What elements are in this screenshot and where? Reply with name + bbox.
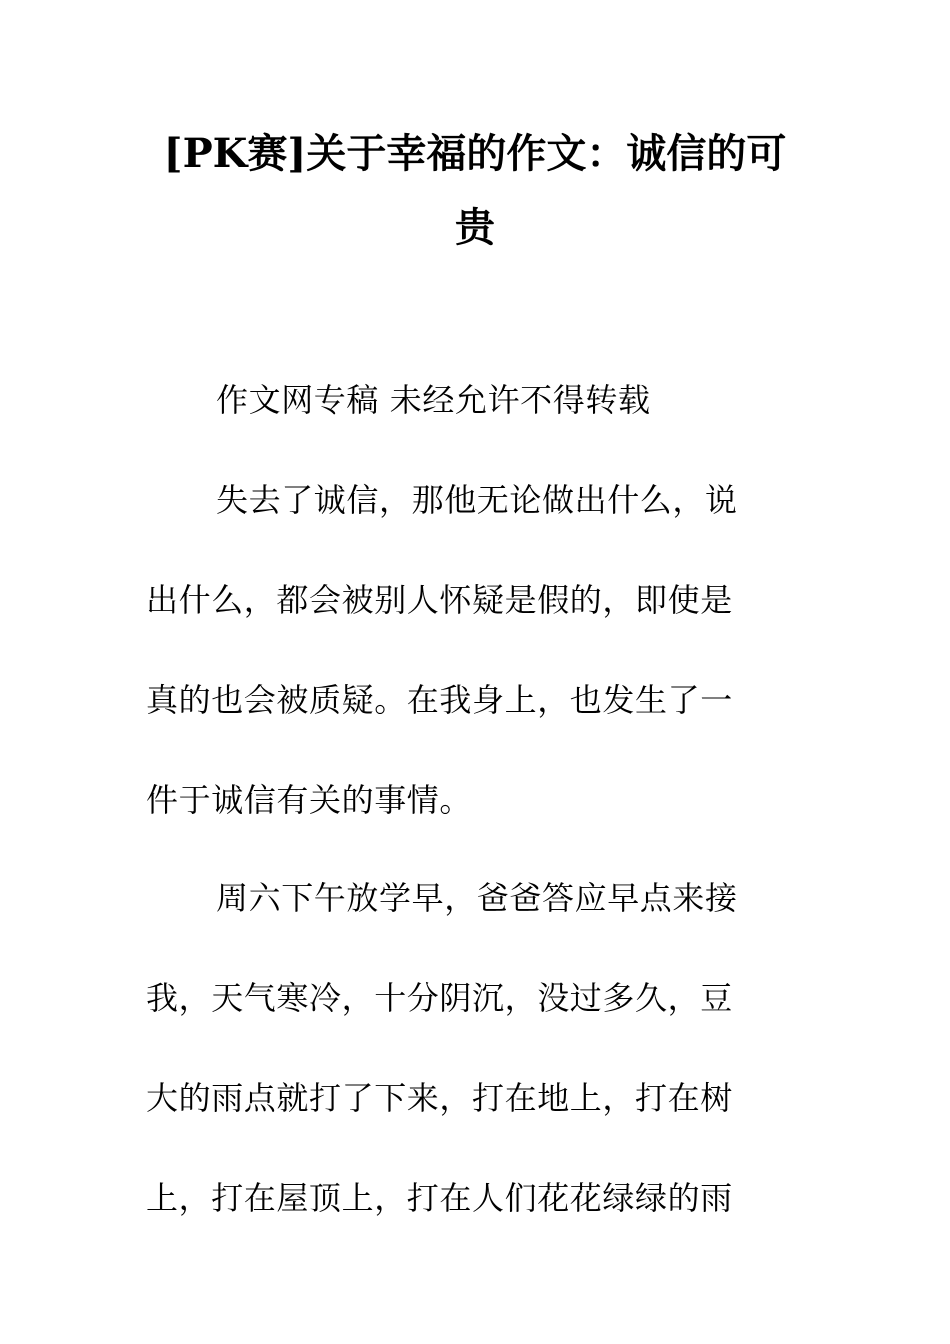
paragraph-1-line-3: 真的也会被质疑。在我身上，也发生了一: [146, 681, 733, 719]
paragraph-1-line-4: 件于诚信有关的事情。: [146, 781, 473, 819]
document-title-line-2: 贵: [455, 204, 495, 251]
paragraph-1-line-1: 失去了诚信，那他无论做出什么，说: [216, 481, 738, 519]
paragraph-2-line-2: 我，天气寒冷，十分阴沉，没过多久，豆: [146, 979, 733, 1017]
document-title-line-1: [PK赛]关于幸福的作文：诚信的可: [163, 130, 787, 177]
paragraph-2-line-3: 大的雨点就打了下来，打在地上，打在树: [146, 1079, 733, 1117]
paragraph-1-line-2: 出什么，都会被别人怀疑是假的，即使是: [146, 581, 733, 619]
paragraph-2-line-1: 周六下午放学早，爸爸答应早点来接: [216, 879, 738, 917]
paragraph-2-line-4: 上，打在屋顶上，打在人们花花绿绿的雨: [146, 1179, 733, 1217]
byline: 作文网专稿 未经允许不得转载: [216, 381, 651, 419]
